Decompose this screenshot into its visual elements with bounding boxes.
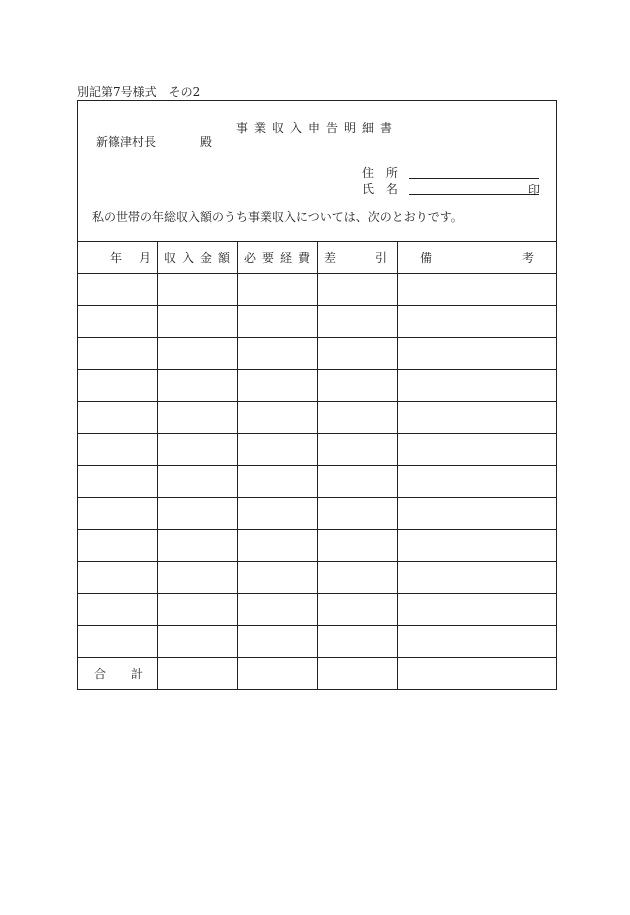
difference-cell[interactable]: [318, 338, 398, 370]
remarks-cell[interactable]: [398, 562, 557, 594]
income-amount-cell[interactable]: [158, 626, 238, 658]
income-amount-cell[interactable]: [158, 274, 238, 306]
year-month-cell[interactable]: [78, 370, 158, 402]
income-amount-cell[interactable]: [158, 306, 238, 338]
income-amount-cell[interactable]: [158, 594, 238, 626]
expenses-cell[interactable]: [238, 594, 318, 626]
year-month-cell[interactable]: [78, 594, 158, 626]
statement-text: 私の世帯の年総収入額のうち事業収入については、次のとおりです。: [92, 210, 463, 224]
difference-cell[interactable]: [318, 306, 398, 338]
seal-mark: 印: [528, 183, 541, 197]
address-field[interactable]: [409, 178, 539, 179]
table-row: [78, 594, 557, 626]
table-row: [78, 498, 557, 530]
header-income-amount: 収入金額: [158, 242, 238, 274]
name-row: [362, 180, 541, 197]
difference-cell[interactable]: [318, 402, 398, 434]
income-amount-cell[interactable]: [158, 562, 238, 594]
income-amount-cell[interactable]: [158, 402, 238, 434]
header-row: [78, 242, 557, 274]
table-row: [78, 306, 557, 338]
expenses-cell[interactable]: [238, 306, 318, 338]
addressee: [96, 133, 212, 150]
difference-cell[interactable]: [318, 594, 398, 626]
year-month-cell[interactable]: [78, 530, 158, 562]
form-title: 事業収入申告明細書: [235, 121, 398, 135]
address-label: 住 所: [362, 166, 402, 180]
difference-cell[interactable]: [318, 530, 398, 562]
difference-cell[interactable]: [318, 498, 398, 530]
year-month-cell[interactable]: [78, 274, 158, 306]
detail-table: [77, 241, 557, 690]
expenses-cell[interactable]: [238, 530, 318, 562]
year-month-cell[interactable]: [78, 498, 158, 530]
remarks-cell[interactable]: [398, 338, 557, 370]
remarks-cell[interactable]: [398, 498, 557, 530]
expenses-cell[interactable]: [238, 626, 318, 658]
year-month-cell[interactable]: [78, 466, 158, 498]
difference-cell[interactable]: [318, 562, 398, 594]
table-row: [78, 434, 557, 466]
difference-cell[interactable]: [318, 274, 398, 306]
expenses-cell[interactable]: [238, 402, 318, 434]
form-number: 別記第7号様式 その2: [77, 85, 201, 99]
header-difference: 差 引: [318, 242, 398, 274]
expenses-cell[interactable]: [238, 434, 318, 466]
expenses-cell[interactable]: [238, 338, 318, 370]
header-year-month: 年 月: [78, 242, 158, 274]
remarks-cell[interactable]: [398, 466, 557, 498]
table-row: [78, 370, 557, 402]
table-row: [78, 274, 557, 306]
name-label: 氏 名: [362, 182, 402, 196]
difference-cell[interactable]: [318, 626, 398, 658]
income-amount-cell[interactable]: [158, 434, 238, 466]
year-month-cell[interactable]: [78, 626, 158, 658]
table-row: [78, 466, 557, 498]
table-row: [78, 338, 557, 370]
income-amount-cell[interactable]: [158, 370, 238, 402]
remarks-cell[interactable]: [398, 530, 557, 562]
expenses-cell[interactable]: [238, 466, 318, 498]
income-amount-cell[interactable]: [158, 338, 238, 370]
remarks-cell[interactable]: [398, 370, 557, 402]
year-month-cell[interactable]: [78, 434, 158, 466]
year-month-cell[interactable]: [78, 402, 158, 434]
table-row: [78, 626, 557, 658]
address-row: [362, 164, 408, 180]
difference-cell[interactable]: [318, 466, 398, 498]
remarks-cell[interactable]: [398, 306, 557, 338]
table-row: [78, 530, 557, 562]
difference-cell[interactable]: [318, 434, 398, 466]
remarks-cell[interactable]: [398, 626, 557, 658]
header-remarks: 備 考: [398, 242, 557, 274]
table-row: [78, 562, 557, 594]
form-frame: [77, 100, 557, 690]
table-row: [78, 402, 557, 434]
remarks-cell[interactable]: [398, 594, 557, 626]
income-amount-cell[interactable]: [158, 466, 238, 498]
addressee-honorific: 殿: [200, 135, 213, 149]
expenses-cell[interactable]: [238, 562, 318, 594]
difference-cell[interactable]: [318, 370, 398, 402]
remarks-cell[interactable]: [398, 402, 557, 434]
total-income-cell[interactable]: [158, 658, 238, 690]
remarks-cell[interactable]: [398, 274, 557, 306]
expenses-cell[interactable]: [238, 370, 318, 402]
expenses-cell[interactable]: [238, 498, 318, 530]
remarks-cell[interactable]: [398, 434, 557, 466]
header-expenses: 必要経費: [238, 242, 318, 274]
total-remarks-cell[interactable]: [398, 658, 557, 690]
total-label: 合 計: [78, 658, 158, 690]
income-amount-cell[interactable]: [158, 498, 238, 530]
addressee-name: 新篠津村長: [96, 135, 157, 149]
total-expenses-cell[interactable]: [238, 658, 318, 690]
year-month-cell[interactable]: [78, 306, 158, 338]
income-amount-cell[interactable]: [158, 530, 238, 562]
total-difference-cell[interactable]: [318, 658, 398, 690]
year-month-cell[interactable]: [78, 338, 158, 370]
year-month-cell[interactable]: [78, 562, 158, 594]
expenses-cell[interactable]: [238, 274, 318, 306]
name-field[interactable]: [409, 194, 539, 195]
total-row: [78, 658, 557, 690]
